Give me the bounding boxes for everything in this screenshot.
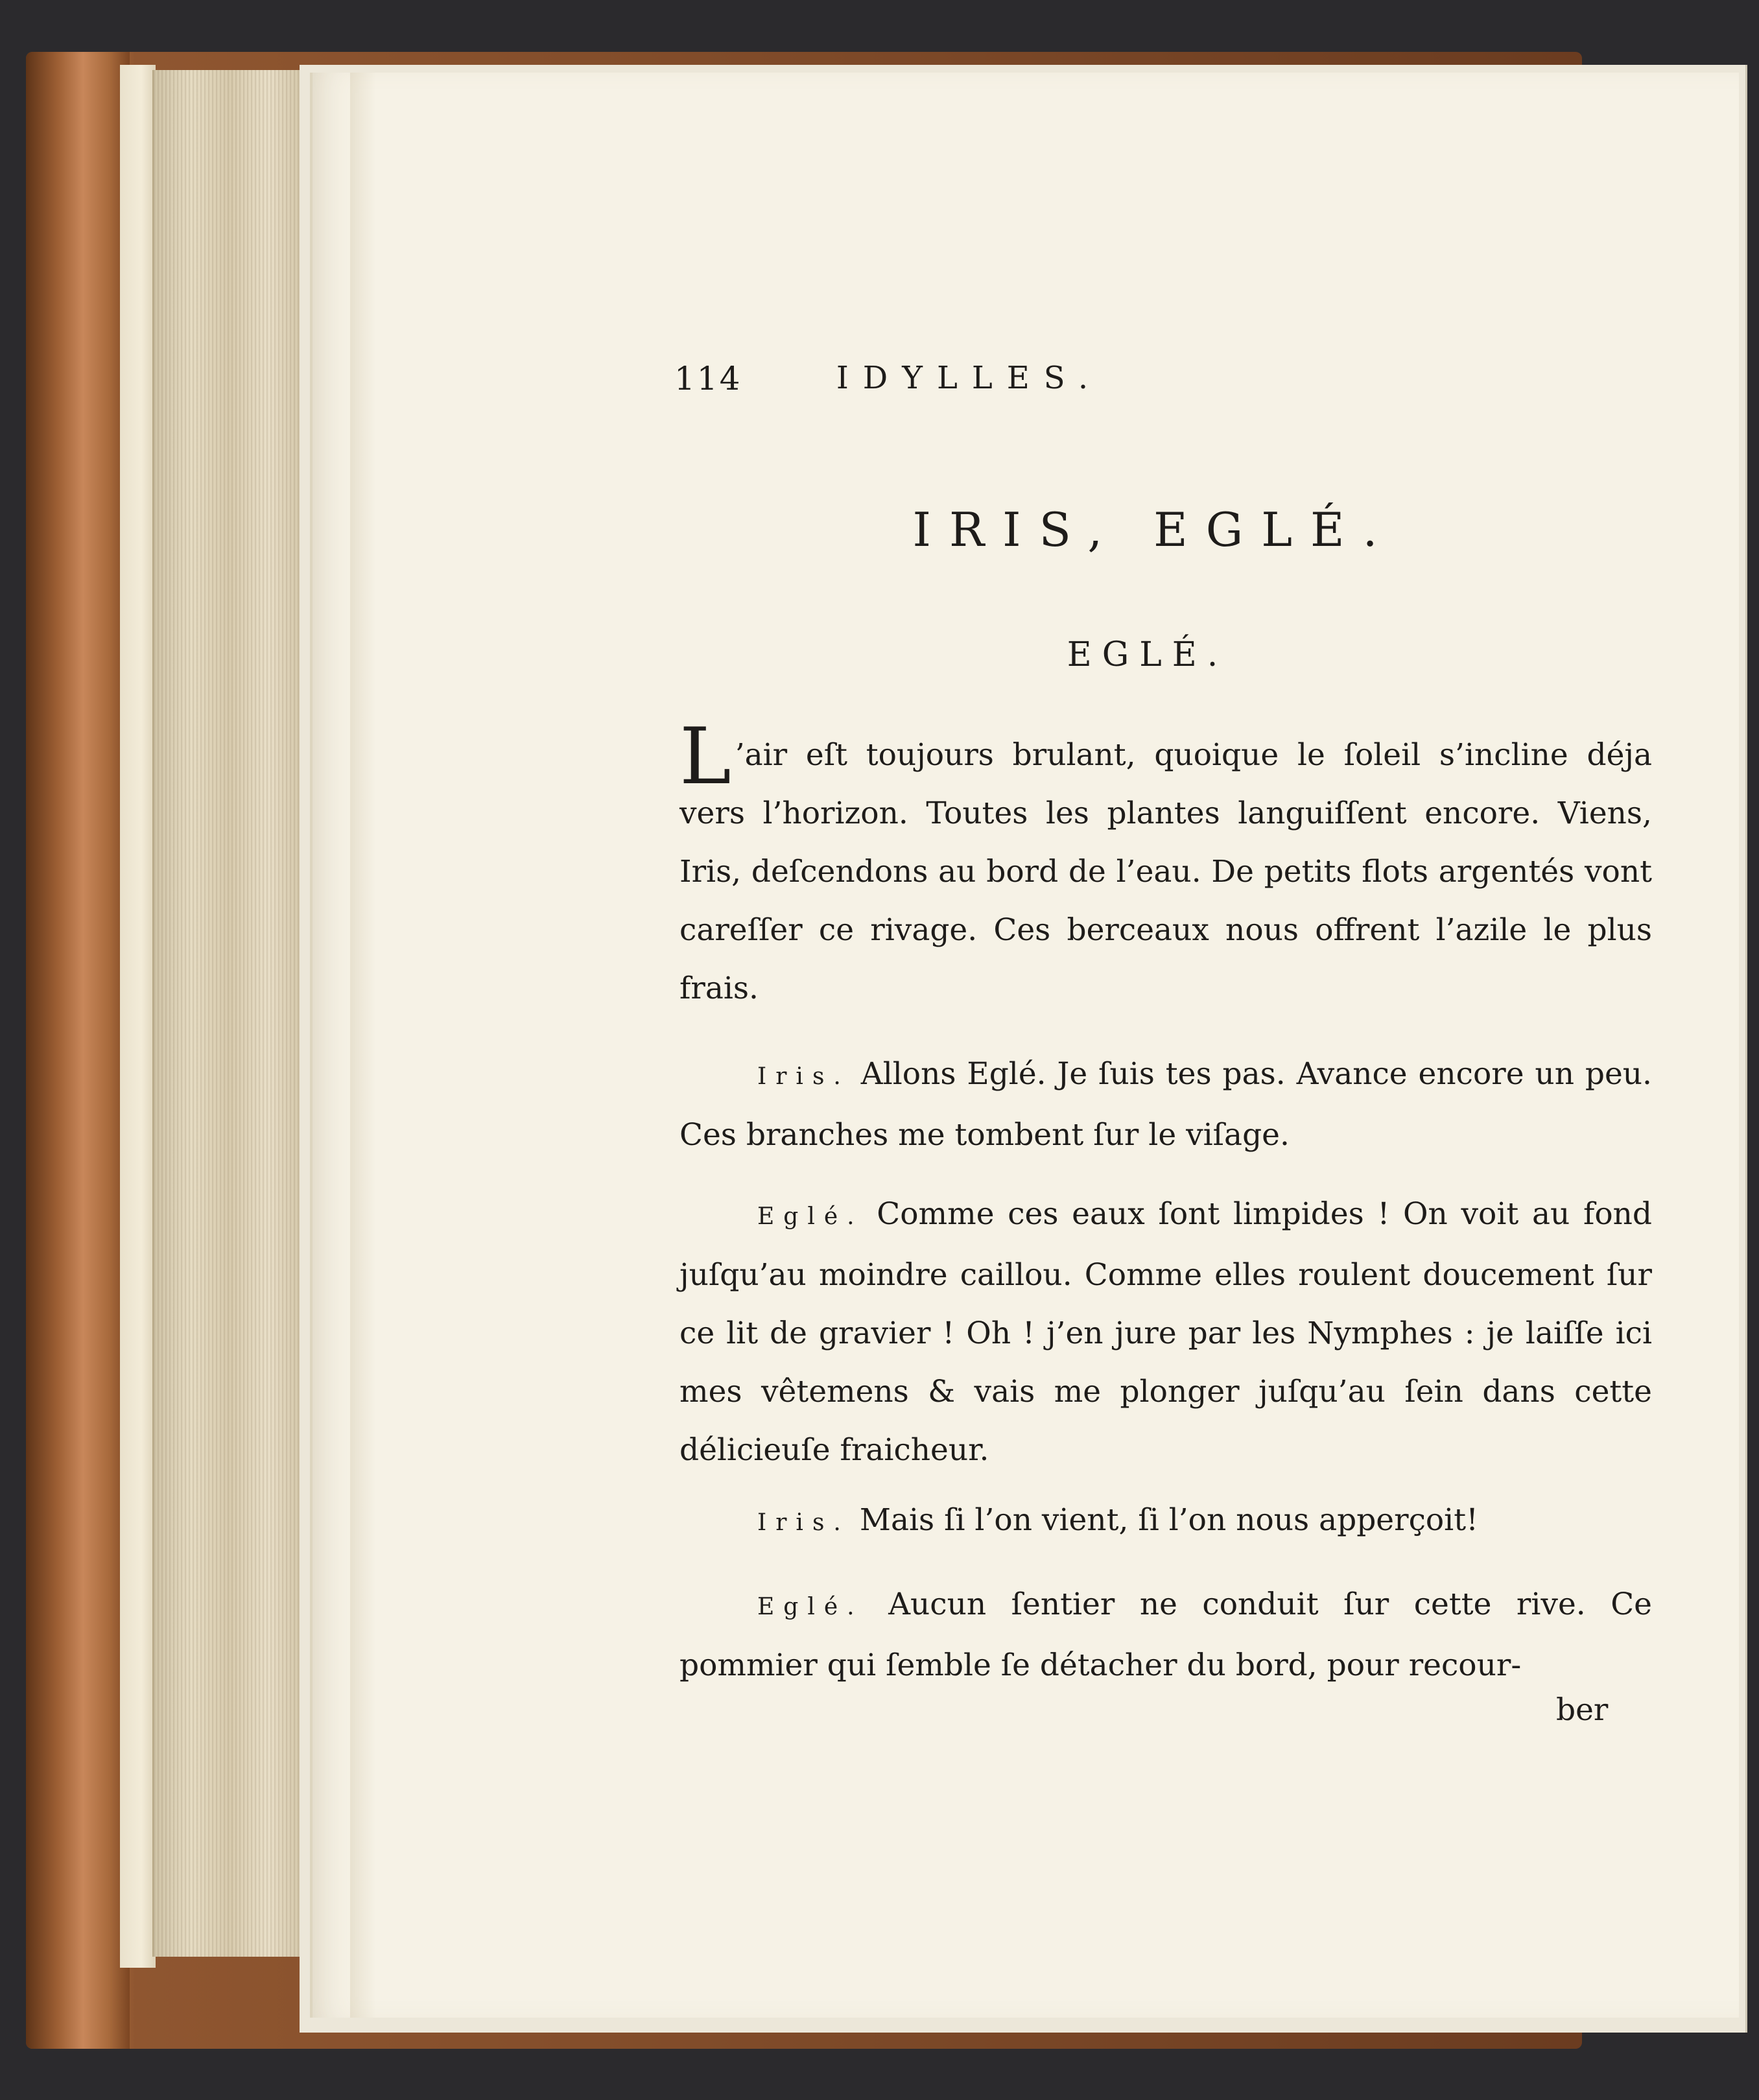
catchword: ber [1556,1692,1609,1728]
idyll-title: IRIS, EGLÉ. [912,502,1396,557]
speaker-label: Iris. [757,1063,850,1090]
speaker-label: Eglé. [757,1203,864,1230]
page-block-edge [152,70,306,1957]
paragraph-egle-1 [679,1185,1652,1480]
paragraph-text: Aucun ſentier ne conduit ſur cette rive. Ce pommier qui ſemble ſe détacher du bord, pour recour- [679,1587,1652,1683]
cover-spine-edge [26,52,130,2049]
drop-cap: L [679,712,731,802]
paragraph-egle-2 [679,1575,1652,1695]
running-head: IDYLLES. [836,360,1103,396]
page-number: 114 [674,360,742,397]
endpaper-edge [120,65,156,1968]
paragraph-iris-1 [679,1045,1652,1164]
first-speaker-heading: EGLÉ. [1067,635,1229,674]
page-gutter-shadow [350,73,376,2018]
paragraph-text: Allons Eglé. Je ſuis tes pas. Avance encore un peu. Ces branches me tombent ſur le viſage. [679,1056,1652,1153]
paragraph-text: Mais ſi l’on vient, ſi l’on nous apperçoit! [859,1502,1478,1538]
speaker-label: Eglé. [757,1594,864,1620]
paragraph-text: Comme ces eaux ſont limpides ! On voit au fond juſqu’au moindre caillou. Comme elles roulent doucement ſur ce lit de gravier ! Oh ! j’en jure par les Nymphes : je laiſſe ici mes vêtemens & vais me plonger juſqu’au ſein dans cette délicieuſe fraicheur. [679,1196,1652,1468]
speaker-label: Iris. [757,1509,850,1536]
paragraph-text: ’air eſt toujours brulant, quoique le ſoleil s’incline déja vers l’horizon. Toutes les plantes languiſſent encore. Viens, Iris, deſcendons au bord de l’eau. De petits flots argentés vont careſſer ce rivage. Ces berceaux nous offrent l’azile le plus frais. [679,737,1652,1006]
paragraph-opening [679,712,1652,1018]
paragraph-iris-2 [679,1491,1652,1552]
